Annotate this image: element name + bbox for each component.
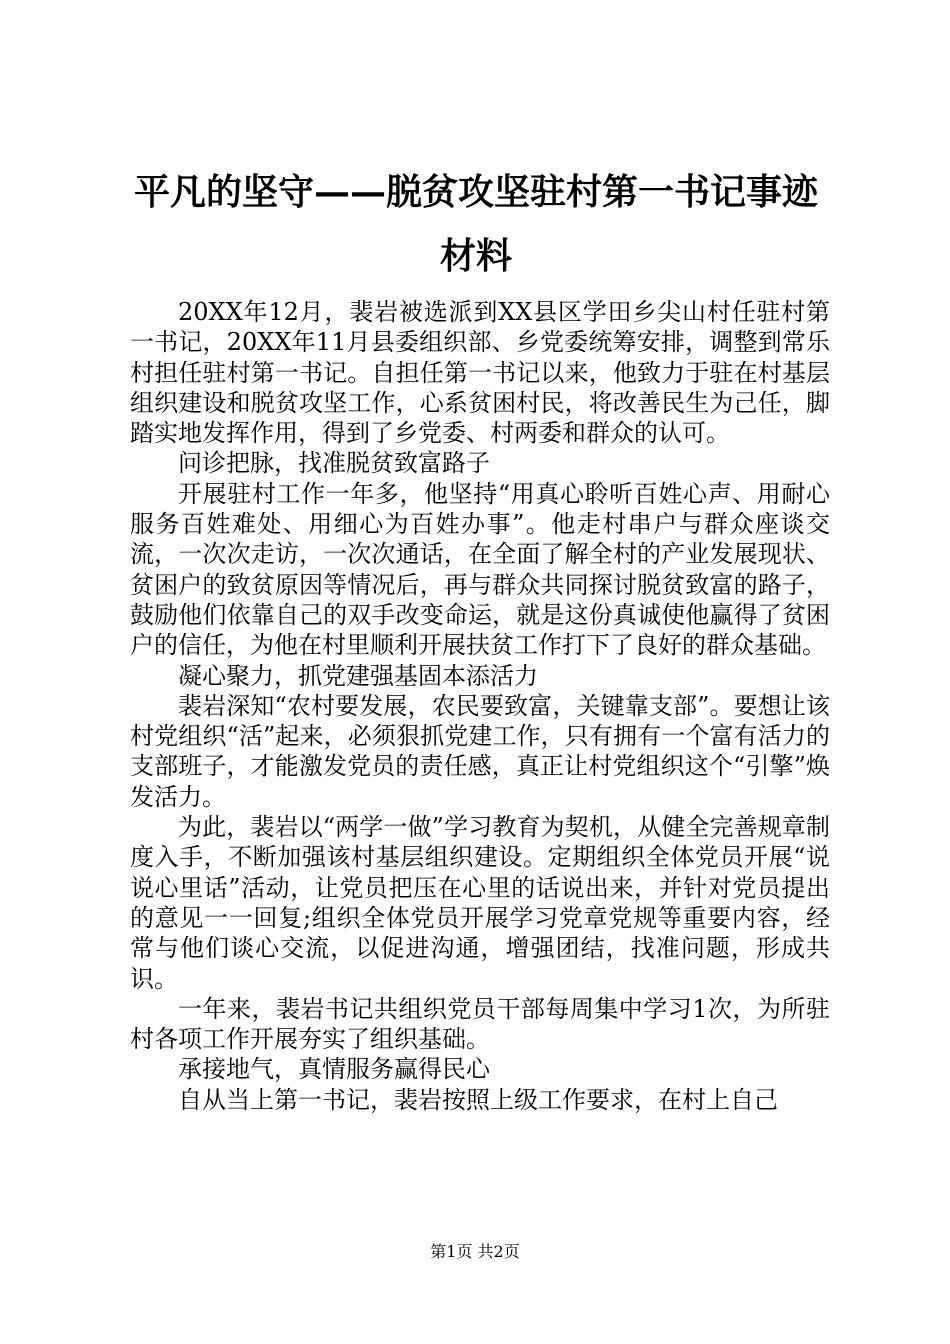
paragraph-intro: 20XX年12月，裴岩被选派到XX县区学田乡尖山村任驻村第一书记，20XX年11月县委组织部、乡党委统筹安排，调整到常乐村担任驻村第一书记。自担任第一书记以来，他致力于驻在村基层组织建设和脱贫攻坚工作，心系贫困村民，将改善民生为己任，脚踏实地发挥作用，得到了乡党委、村两委和群众的认可。 — [130, 298, 830, 448]
page-footer: 第1页 共2页 — [430, 1242, 520, 1261]
document-body — [130, 297, 830, 1115]
paragraph-annual-study: 一年来，裴岩书记共组织党员干部每周集中学习1次，为所驻村各项工作开展夯实了组织基础。 — [130, 994, 830, 1054]
section-heading-party-building: 凝心聚力，抓党建强基固本添活力 — [178, 661, 538, 690]
paragraph-organization: 为此，裴岩以“两学一做”学习教育为契机，从健全完善规章制度入手，不断加强该村基层组织建设。定期组织全体党员开展“说说心里话”活动，让党员把压在心里的话说出来，并针对党员提出的意见一一回复;组织全体党员开展学习党章党规等重要内容，经常与他们谈心交流，以促进沟通，增强团结，找准问题，形成共识。 — [130, 813, 830, 993]
paragraph-service-start: 自从当上第一书记，裴岩按照上级工作要求，在村上自己 — [178, 1085, 778, 1114]
paragraph-branch-importance: 裴岩深知“农村要发展，农民要致富，关键靠支部”。要想让该村党组织“活”起来，必须狠抓党建工作，只有拥有一个富有活力的支部班子，才能激发党员的责任感，真正让村党组织这个“引擎”焕发活力。 — [130, 691, 830, 811]
document-title: 平凡的坚守——脱贫攻坚驻村第一书记事迹材料 — [133, 171, 818, 277]
section-heading-service: 承接地气，真情服务赢得民心 — [178, 1055, 490, 1084]
section-heading-diagnosis: 问诊把脉，找准脱贫致富路子 — [178, 449, 490, 478]
paragraph-village-work: 开展驻村工作一年多，他坚持“用真心聆听百姓心声、用耐心服务百姓难处、用细心为百姓办事”。他走村串户与群众座谈交流，一次次走访，一次次通话，在全面了解全村的产业发展现状、贫困户的致贫原因等情况后，再与群众共同探讨脱贫致富的路子，鼓励他们依靠自己的双手改变命运，就是这份真诚使他赢得了贫困户的信任，为他在村里顺利开展扶贫工作打下了良好的群众基础。 — [130, 479, 830, 660]
